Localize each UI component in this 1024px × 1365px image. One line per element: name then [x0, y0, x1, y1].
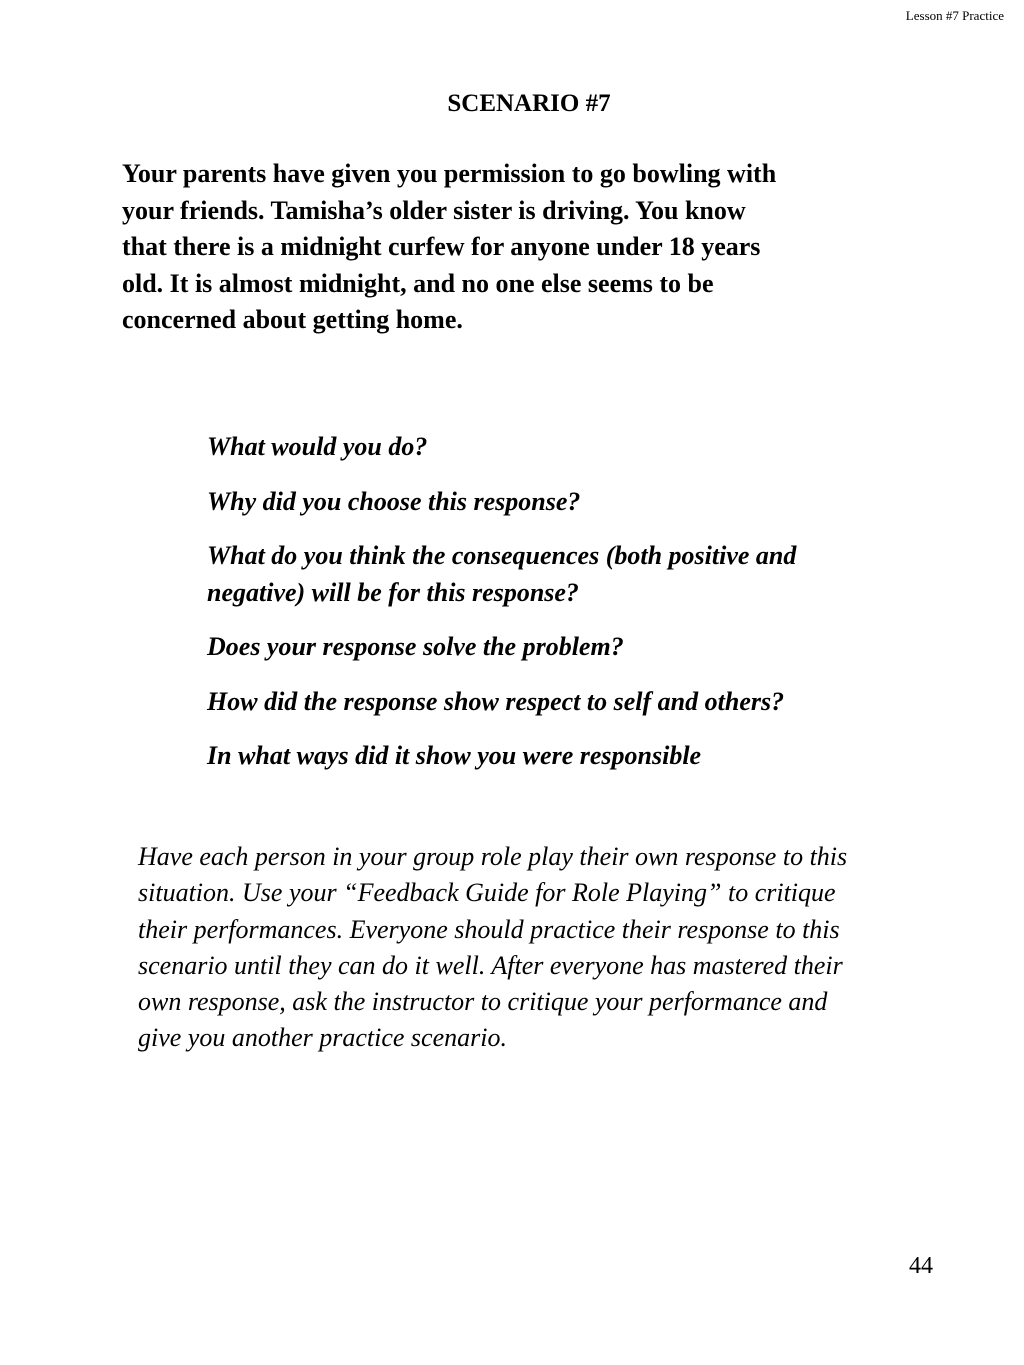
question-line: How did the response show respect to self and others?: [207, 686, 785, 716]
question-item: [207, 538, 997, 611]
question-item: [207, 429, 997, 466]
page-number: 44: [909, 1253, 933, 1279]
question-list: [207, 429, 997, 793]
question-line: What would you do?: [207, 432, 428, 461]
question-item: [207, 684, 997, 721]
question-line: negative) will be for this response?: [207, 577, 579, 607]
question-line: Why did you choose this response?: [207, 486, 581, 516]
scenario-line: concerned about getting home.: [122, 305, 463, 334]
instructions-line: their performances. Everyone should practice their response to this: [138, 914, 840, 944]
instructions-line: Have each person in your group role play their own response to this: [138, 842, 848, 871]
question-line: Does your response solve the problem?: [207, 632, 624, 661]
question-line: In what ways did it show you were responsible: [207, 741, 702, 770]
instructions-line: scenario until they can do it well. After everyone has mastered their: [138, 950, 843, 980]
page-title: SCENARIO #7: [447, 90, 611, 117]
scenario-line: your friends. Tamisha’s older sister is driving. You know: [122, 195, 746, 225]
scenario-paragraph: [122, 156, 922, 339]
scenario-line: that there is a midnight curfew for anyone under 18 years: [122, 232, 761, 261]
scenario-line: Your parents have given you permission to go bowling with: [122, 159, 777, 188]
instructions-line: own response, ask the instructor to critique your performance and: [138, 987, 828, 1017]
running-header: Lesson #7 Practice: [905, 8, 1004, 23]
question-item: [207, 629, 997, 666]
scenario-line: old. It is almost midnight, and no one else seems to be: [122, 268, 714, 298]
question-item: [207, 484, 997, 521]
instructions-paragraph: [138, 839, 1008, 1057]
instructions-line: situation. Use your “Feedback Guide for Role Playing” to critique: [138, 878, 836, 908]
question-item: [207, 738, 997, 775]
question-line: What do you think the consequences (both positive and: [207, 541, 797, 570]
instructions-line: give you another practice scenario.: [138, 1023, 507, 1053]
